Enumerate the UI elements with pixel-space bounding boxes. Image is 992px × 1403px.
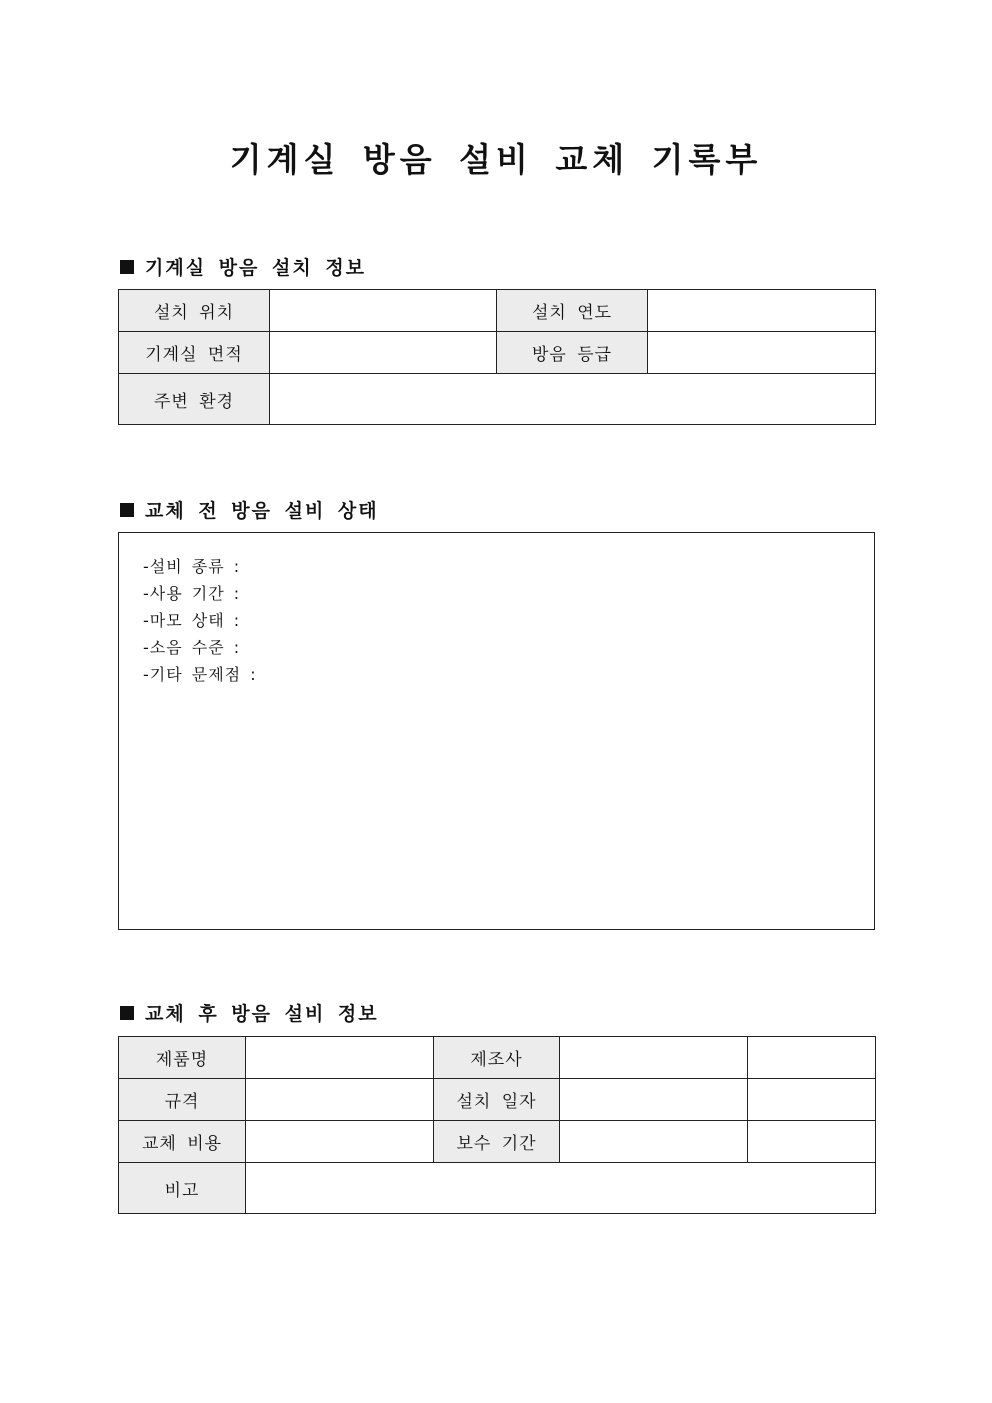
spec-label: 규격 [119, 1079, 246, 1121]
soundproof-grade-field[interactable] [648, 332, 876, 374]
install-date-field[interactable] [560, 1079, 748, 1121]
install-location-label: 설치 위치 [119, 290, 270, 332]
install-location-field[interactable] [270, 290, 497, 332]
soundproof-grade-label: 방음 등급 [497, 332, 648, 374]
list-item-usage-period: -사용 기간 : [143, 584, 241, 603]
table-row [119, 1163, 876, 1214]
table-row [119, 374, 876, 425]
list-item-wear-state: -마모 상태 : [143, 611, 241, 630]
square-bullet-icon [120, 260, 134, 274]
warranty-field[interactable] [560, 1121, 748, 1163]
remarks-label: 비고 [119, 1163, 246, 1214]
install-year-field[interactable] [648, 290, 876, 332]
room-area-field[interactable] [270, 332, 497, 374]
manufacturer-label: 제조사 [434, 1037, 560, 1079]
table-row [119, 1037, 876, 1079]
section-heading-before-state [120, 496, 379, 523]
table-row [119, 1121, 876, 1163]
section-heading-after-info [120, 999, 379, 1026]
square-bullet-icon [120, 1006, 134, 1020]
extra-field[interactable] [748, 1121, 876, 1163]
extra-field[interactable] [748, 1037, 876, 1079]
before-state-box[interactable] [118, 532, 875, 930]
table-row [119, 332, 876, 374]
section-heading-text: 기계실 방음 설치 정보 [145, 257, 367, 279]
room-area-label: 기계실 면적 [119, 332, 270, 374]
spec-field[interactable] [246, 1079, 434, 1121]
cost-label: 교체 비용 [119, 1121, 246, 1163]
install-info-table [118, 289, 876, 425]
surroundings-label: 주변 환경 [119, 374, 270, 425]
install-year-label: 설치 연도 [497, 290, 648, 332]
manufacturer-field[interactable] [560, 1037, 748, 1079]
section-heading-install-info [120, 253, 366, 280]
section-heading-text: 교체 전 방음 설비 상태 [145, 500, 379, 522]
before-state-list [119, 533, 874, 688]
warranty-label: 보수 기간 [434, 1121, 560, 1163]
section-heading-text: 교체 후 방음 설비 정보 [145, 1003, 379, 1025]
document-title: 기계실 방음 설비 교체 기록부 [229, 140, 763, 179]
square-bullet-icon [120, 503, 134, 517]
cost-field[interactable] [246, 1121, 434, 1163]
remarks-field[interactable] [246, 1163, 876, 1214]
extra-field[interactable] [748, 1079, 876, 1121]
list-item-equipment-type: -설비 종류 : [143, 557, 241, 576]
install-date-label: 설치 일자 [434, 1079, 560, 1121]
product-name-label: 제품명 [119, 1037, 246, 1079]
product-name-field[interactable] [246, 1037, 434, 1079]
after-info-table [118, 1036, 876, 1214]
table-row [119, 290, 876, 332]
list-item-other-issues: -기타 문제점 : [143, 665, 257, 684]
surroundings-field[interactable] [270, 374, 876, 425]
list-item-noise-level: -소음 수준 : [143, 638, 241, 657]
table-row [119, 1079, 876, 1121]
